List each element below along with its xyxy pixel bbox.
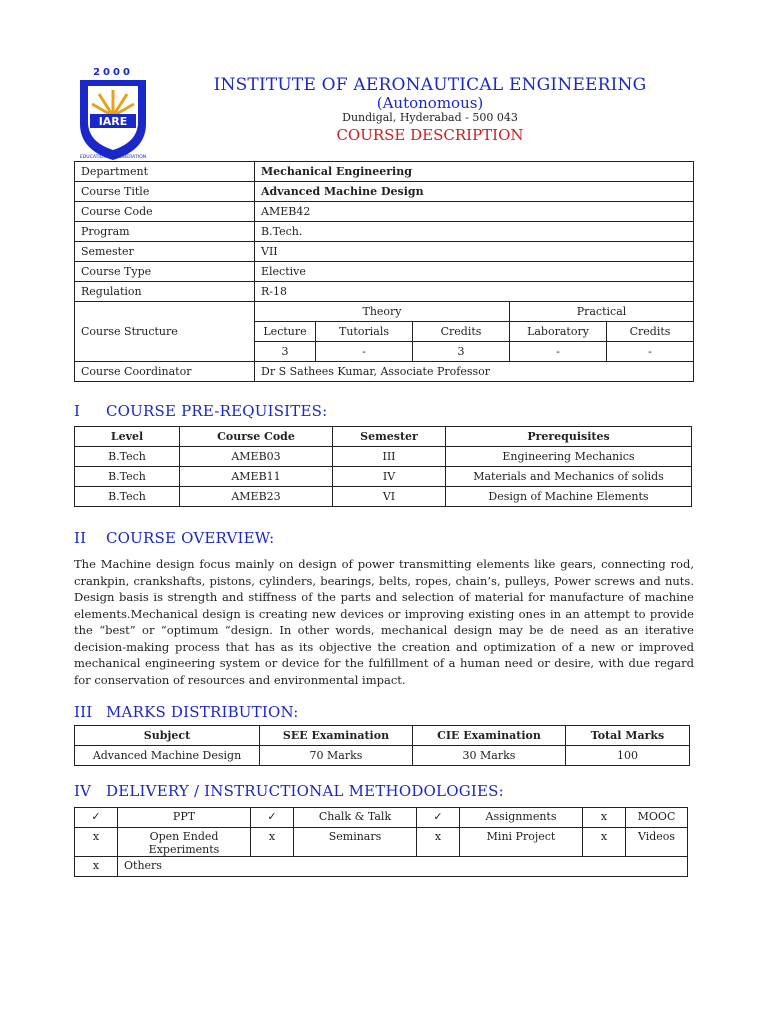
table-cell: IV [333,467,446,487]
logo-motto: EDUCATION FOR LIBERATION [79,155,147,160]
column-header: CIE Examination [413,726,566,746]
table-row [75,362,694,382]
section-title: DELIVERY / INSTRUCTIONAL METHODOLOGIES: [106,782,504,800]
section-number: II [74,529,87,547]
checkmark-icon: ✓ [75,808,118,828]
table-cell: B.Tech [75,487,180,507]
table-cell: Assignments [460,808,583,828]
section-number: I [74,402,81,420]
table-row [75,808,688,828]
column-header: Level [75,427,180,447]
section-heading-prerequisites [74,402,327,420]
table-row [75,162,694,182]
institute-name: INSTITUTE OF AERONAUTICAL ENGINEERING [213,75,647,95]
theory-credits-value: 3 [413,342,510,362]
table-header-row [75,726,690,746]
course-code-label: Course Code [75,202,255,222]
table-cell: Materials and Mechanics of solids [446,467,692,487]
section-title: COURSE OVERVIEW: [106,529,275,547]
table-row [75,857,688,877]
table-cell: MOOC [626,808,688,828]
table-cell: B.Tech [75,447,180,467]
table-row [75,302,694,322]
iare-logo [66,64,160,164]
table-row [75,746,690,766]
document-title: COURSE DESCRIPTION [336,126,524,144]
table-row [75,262,694,282]
column-header: Course Code [180,427,333,447]
table-cell: 100 [566,746,690,766]
section-number: IV [74,782,92,800]
table-cell: Advanced Machine Design [75,746,260,766]
logo-year: 2000 [93,67,133,78]
course-info-table [74,161,694,382]
course-overview-text: The Machine design focus mainly on design of power transmitting elements like gears, connecting rod, crankpin, crankshafts, pistons, cylinders, bearings, belts, ropes, chain’s, pulleys, Power screws and nuts. Design basis is strength and stiffness of the parts and selection of material for manufacture of machine elements.Mechanical design is creating new devices or improving existing ones in an attempt to provide the “best” or “optimum “design. In other words, mechanical design may be de need as an iterative decision-making process that has as its objective the creation and optimization of a new or improved mechanical engineering system or device for the fulfillment of a human need or desire, with due regard for conservation of resources and environmental impact. [74,557,694,687]
table-cell: AMEB23 [180,487,333,507]
coordinator-label: Course Coordinator [75,362,255,382]
cross-mark: x [583,828,626,857]
course-code-value: AMEB42 [255,202,694,222]
program-value: B.Tech. [255,222,694,242]
institute-address: Dundigal, Hyderabad - 500 043 [342,111,518,124]
cross-mark: x [417,828,460,857]
section-number: III [74,703,93,721]
table-cell: PPT [118,808,251,828]
table-header-row [75,427,692,447]
laboratory-header: Laboratory [510,322,607,342]
section-heading-overview [74,529,274,547]
program-label: Program [75,222,255,242]
checkmark-icon: ✓ [251,808,294,828]
delivery-methods-table [74,807,688,877]
course-type-value: Elective [255,262,694,282]
section-title: MARKS DISTRIBUTION: [106,703,299,721]
table-cell: 70 Marks [260,746,413,766]
semester-value: VII [255,242,694,262]
department-label: Department [75,162,255,182]
column-header: Semester [333,427,446,447]
column-header: Prerequisites [446,427,692,447]
section-heading-marks [74,703,299,721]
lecture-value: 3 [255,342,316,362]
practical-credits-value: - [607,342,694,362]
course-type-label: Course Type [75,262,255,282]
tutorials-value: - [316,342,413,362]
table-row [75,202,694,222]
course-structure-label: Course Structure [75,302,255,362]
table-cell: Videos [626,828,688,857]
cross-mark: x [75,828,118,857]
section-heading-delivery [74,782,504,800]
table-cell: Others [118,857,688,877]
table-cell: 30 Marks [413,746,566,766]
regulation-label: Regulation [75,282,255,302]
course-title-value: Advanced Machine Design [255,182,694,202]
practical-credits-header: Credits [607,322,694,342]
regulation-value: R-18 [255,282,694,302]
autonomous-label: (Autonomous) [376,94,484,112]
column-header: SEE Examination [260,726,413,746]
theory-header: Theory [255,302,510,322]
cross-mark: x [75,857,118,877]
column-header: Total Marks [566,726,690,746]
section-title: COURSE PRE-REQUISITES: [106,402,328,420]
table-cell: Engineering Mechanics [446,447,692,467]
table-row [75,282,694,302]
table-cell: Mini Project [460,828,583,857]
lecture-header: Lecture [255,322,316,342]
prerequisites-table [74,426,692,507]
course-title-label: Course Title [75,182,255,202]
semester-label: Semester [75,242,255,262]
table-cell: Chalk & Talk [294,808,417,828]
table-row [75,182,694,202]
table-cell: VI [333,487,446,507]
column-header: Subject [75,726,260,746]
table-row [75,447,692,467]
practical-header: Practical [510,302,694,322]
logo-abbr: IARE [98,115,128,128]
cross-mark: x [251,828,294,857]
table-cell: Seminars [294,828,417,857]
laboratory-value: - [510,342,607,362]
table-cell: Design of Machine Elements [446,487,692,507]
table-cell: AMEB03 [180,447,333,467]
table-cell: AMEB11 [180,467,333,487]
table-cell: B.Tech [75,467,180,487]
table-row [75,467,692,487]
tutorials-header: Tutorials [316,322,413,342]
table-row [75,242,694,262]
checkmark-icon: ✓ [417,808,460,828]
table-row [75,222,694,242]
table-cell: III [333,447,446,467]
department-value: Mechanical Engineering [255,162,694,182]
coordinator-value: Dr S Sathees Kumar, Associate Professor [255,362,694,382]
marks-distribution-table [74,725,690,766]
table-row [75,828,688,857]
table-cell: Open Ended Experiments [118,828,251,857]
table-row [75,487,692,507]
cross-mark: x [583,808,626,828]
theory-credits-header: Credits [413,322,510,342]
